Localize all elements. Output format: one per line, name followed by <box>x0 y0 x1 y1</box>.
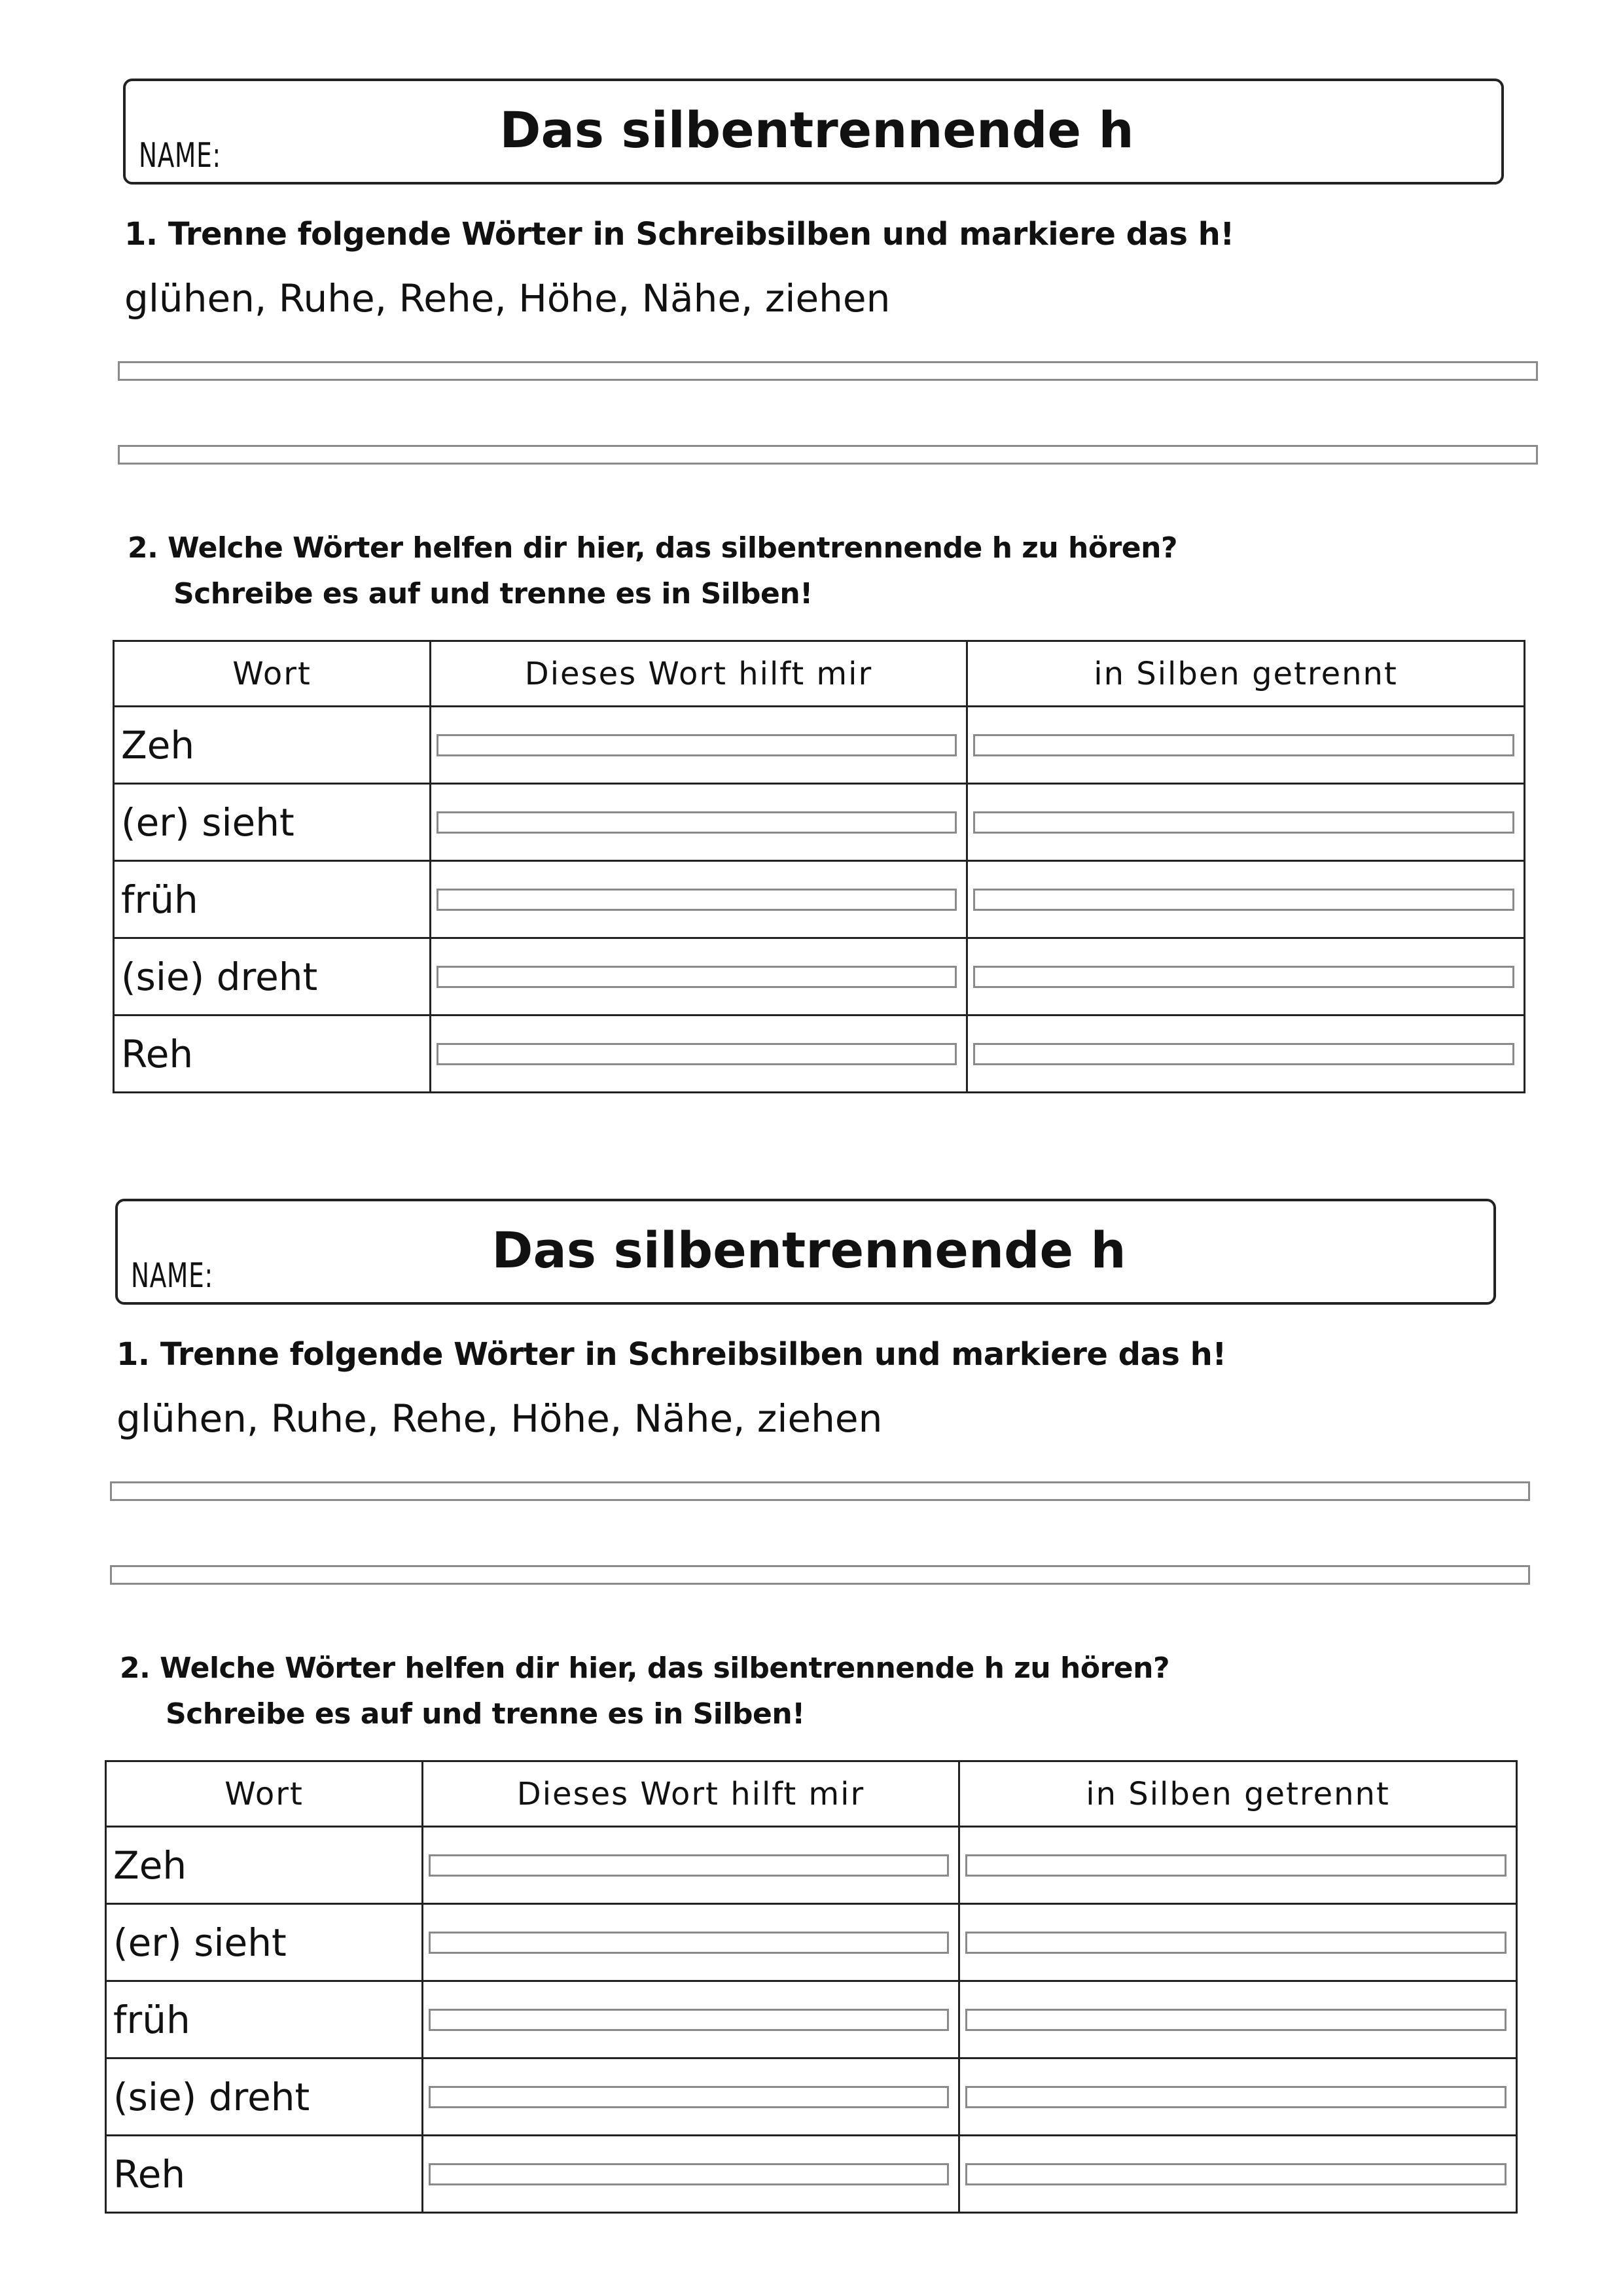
word-cell: früh <box>114 861 431 938</box>
task-1-instruction: 1. Trenne folgende Wörter in Schreibsilben und markiere das h! <box>116 1336 1226 1373</box>
answer-slot[interactable] <box>437 734 957 756</box>
header-hilft: Dieses Wort hilft mir <box>423 1761 959 1827</box>
syllable-slot[interactable] <box>965 2163 1507 2185</box>
syllable-cell <box>967 1016 1525 1093</box>
answer-slot[interactable] <box>437 889 957 911</box>
table-row <box>106 1904 1517 1981</box>
table-row <box>114 784 1525 861</box>
syllable-slot[interactable] <box>965 1854 1507 1877</box>
table-row <box>106 1827 1517 1904</box>
header-wort: Wort <box>114 641 431 707</box>
word-table <box>113 640 1525 1093</box>
word-cell: (er) sieht <box>114 784 431 861</box>
word-table <box>105 1760 1518 2214</box>
answer-slot[interactable] <box>429 2009 949 2031</box>
worksheet-title: Das silbentrennende h <box>491 1221 1126 1279</box>
task-2-subinstruction: Schreibe es auf und trenne es in Silben! <box>166 1697 805 1731</box>
word-list: glühen, Ruhe, Rehe, Höhe, Nähe, ziehen <box>124 276 891 321</box>
answer-slot[interactable] <box>429 2163 949 2185</box>
syllable-cell <box>959 2058 1517 2136</box>
task-1-instruction: 1. Trenne folgende Wörter in Schreibsilben und markiere das h! <box>124 216 1234 253</box>
task-2-subinstruction: Schreibe es auf und trenne es in Silben! <box>173 577 813 610</box>
answer-cell <box>431 707 967 784</box>
answer-cell <box>431 861 967 938</box>
syllable-cell <box>959 1981 1517 2058</box>
word-cell: Zeh <box>114 707 431 784</box>
syllable-cell <box>959 1827 1517 1904</box>
answer-cell <box>423 1904 959 1981</box>
answer-cell <box>431 938 967 1016</box>
name-label: NAME: <box>139 136 221 175</box>
syllable-slot[interactable] <box>973 1043 1514 1065</box>
table-row <box>114 1016 1525 1093</box>
name-label: NAME: <box>131 1256 213 1296</box>
task-2-instruction: 2. Welche Wörter helfen dir hier, das silbentrennende h zu hören? <box>120 1651 1169 1685</box>
header-silben: in Silben getrennt <box>959 1761 1517 1827</box>
syllable-cell <box>967 938 1525 1016</box>
answer-cell <box>423 1981 959 2058</box>
answer-cell <box>423 2058 959 2136</box>
syllable-slot[interactable] <box>965 1932 1507 1954</box>
table-row <box>106 2136 1517 2213</box>
syllable-cell <box>967 707 1525 784</box>
header-silben: in Silben getrennt <box>967 641 1525 707</box>
syllable-cell <box>967 784 1525 861</box>
word-cell: (sie) dreht <box>114 938 431 1016</box>
task-2-instruction: 2. Welche Wörter helfen dir hier, das silbentrennende h zu hören? <box>128 531 1177 565</box>
word-cell: Reh <box>106 2136 423 2213</box>
word-cell: (sie) dreht <box>106 2058 423 2136</box>
writing-line-2[interactable] <box>110 1565 1530 1585</box>
word-cell: Reh <box>114 1016 431 1093</box>
syllable-slot[interactable] <box>973 889 1514 911</box>
table-row <box>114 707 1525 784</box>
worksheet-1 <box>0 0 1623 1112</box>
answer-slot[interactable] <box>429 2086 949 2108</box>
table-header-row <box>114 641 1525 707</box>
writing-line-1[interactable] <box>118 361 1538 381</box>
answer-slot[interactable] <box>437 1043 957 1065</box>
word-list: glühen, Ruhe, Rehe, Höhe, Nähe, ziehen <box>116 1396 883 1441</box>
answer-slot[interactable] <box>429 1932 949 1954</box>
table-header-row <box>106 1761 1517 1827</box>
word-cell: früh <box>106 1981 423 2058</box>
header-box <box>115 1199 1496 1305</box>
worksheet-2 <box>0 1120 1615 2233</box>
table-row <box>106 2058 1517 2136</box>
answer-slot[interactable] <box>437 966 957 988</box>
worksheet-title: Das silbentrennende h <box>499 101 1134 159</box>
syllable-cell <box>967 861 1525 938</box>
header-wort: Wort <box>106 1761 423 1827</box>
syllable-slot[interactable] <box>973 734 1514 756</box>
table-row <box>114 938 1525 1016</box>
answer-cell <box>423 2136 959 2213</box>
syllable-slot[interactable] <box>973 966 1514 988</box>
answer-cell <box>423 1827 959 1904</box>
answer-slot[interactable] <box>429 1854 949 1877</box>
answer-cell <box>431 1016 967 1093</box>
syllable-slot[interactable] <box>965 2086 1507 2108</box>
syllable-cell <box>959 1904 1517 1981</box>
answer-cell <box>431 784 967 861</box>
answer-slot[interactable] <box>437 811 957 834</box>
header-box <box>123 79 1504 185</box>
writing-line-2[interactable] <box>118 445 1538 465</box>
header-hilft: Dieses Wort hilft mir <box>431 641 967 707</box>
word-cell: Zeh <box>106 1827 423 1904</box>
syllable-slot[interactable] <box>965 2009 1507 2031</box>
syllable-slot[interactable] <box>973 811 1514 834</box>
syllable-cell <box>959 2136 1517 2213</box>
table-row <box>114 861 1525 938</box>
writing-line-1[interactable] <box>110 1481 1530 1501</box>
word-cell: (er) sieht <box>106 1904 423 1981</box>
table-row <box>106 1981 1517 2058</box>
